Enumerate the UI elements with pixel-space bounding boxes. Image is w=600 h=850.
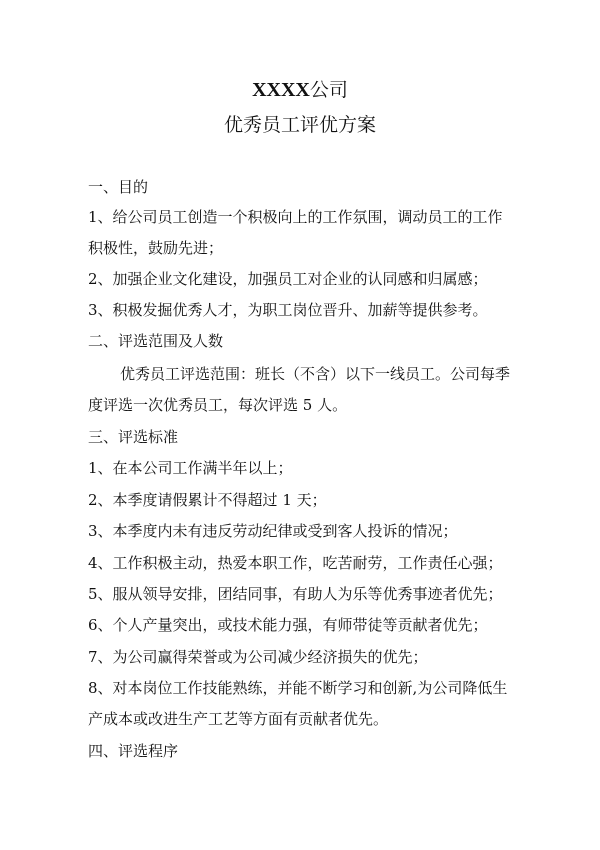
title-company-latin: XXXX [252, 79, 310, 101]
document-subtitle: 优秀员工评优方案 [223, 114, 376, 136]
criteria-item-2: 2、本季度请假累计不得超过 1 天； [88, 491, 327, 509]
purpose-item-1: 1、给公司员工创造一个积极向上的工作氛围，调动员工的工作 [88, 208, 503, 226]
purpose-item-2: 2、加强企业文化建设，加强员工对企业的认同感和归属感； [88, 270, 488, 288]
criteria-item-5: 5、服从领导安排，团结同事，有助人为乐等优秀事迹者优先； [88, 585, 503, 603]
criteria-item-6: 6、个人产量突出，或技术能力强，有师带徒等贡献者优先； [88, 616, 488, 634]
criteria-item-1: 1、在本公司工作满半年以上； [88, 459, 293, 477]
criteria-item-8: 8、对本岗位工作技能熟练，并能不断学习和创新,为公司降低生 [88, 679, 508, 697]
criteria-item-4: 4、工作积极主动，热爱本职工作，吃苦耐劳，工作责任心强； [88, 554, 503, 572]
scope-paragraph: 优秀员工评选范围：班长（不含）以下一线员工。公司每季 [120, 365, 511, 383]
document-title [0, 78, 600, 102]
criteria-item-7: 7、为公司赢得荣誉或为公司减少经济损失的优先； [88, 648, 428, 666]
criteria-item-3: 3、本季度内未有违反劳动纪律或受到客人投诉的情况； [88, 522, 458, 540]
section-heading-criteria: 三、评选标准 [88, 428, 179, 446]
section-heading-scope: 二、评选范围及人数 [88, 332, 224, 350]
section-heading-procedure: 四、评选程序 [88, 742, 179, 760]
scope-paragraph-cont: 度评选一次优秀员工，每次评选 5 人。 [88, 396, 348, 414]
criteria-item-8-cont: 产成本或改进生产工艺等方面有贡献者优先。 [88, 710, 389, 728]
purpose-item-1-cont: 积极性，鼓励先进； [88, 239, 224, 257]
section-heading-purpose: 一、目的 [88, 178, 149, 196]
title-company-cn: 公司 [309, 79, 348, 101]
purpose-item-3: 3、积极发掘优秀人才，为职工岗位晋升、加薪等提供参考。 [88, 301, 488, 319]
